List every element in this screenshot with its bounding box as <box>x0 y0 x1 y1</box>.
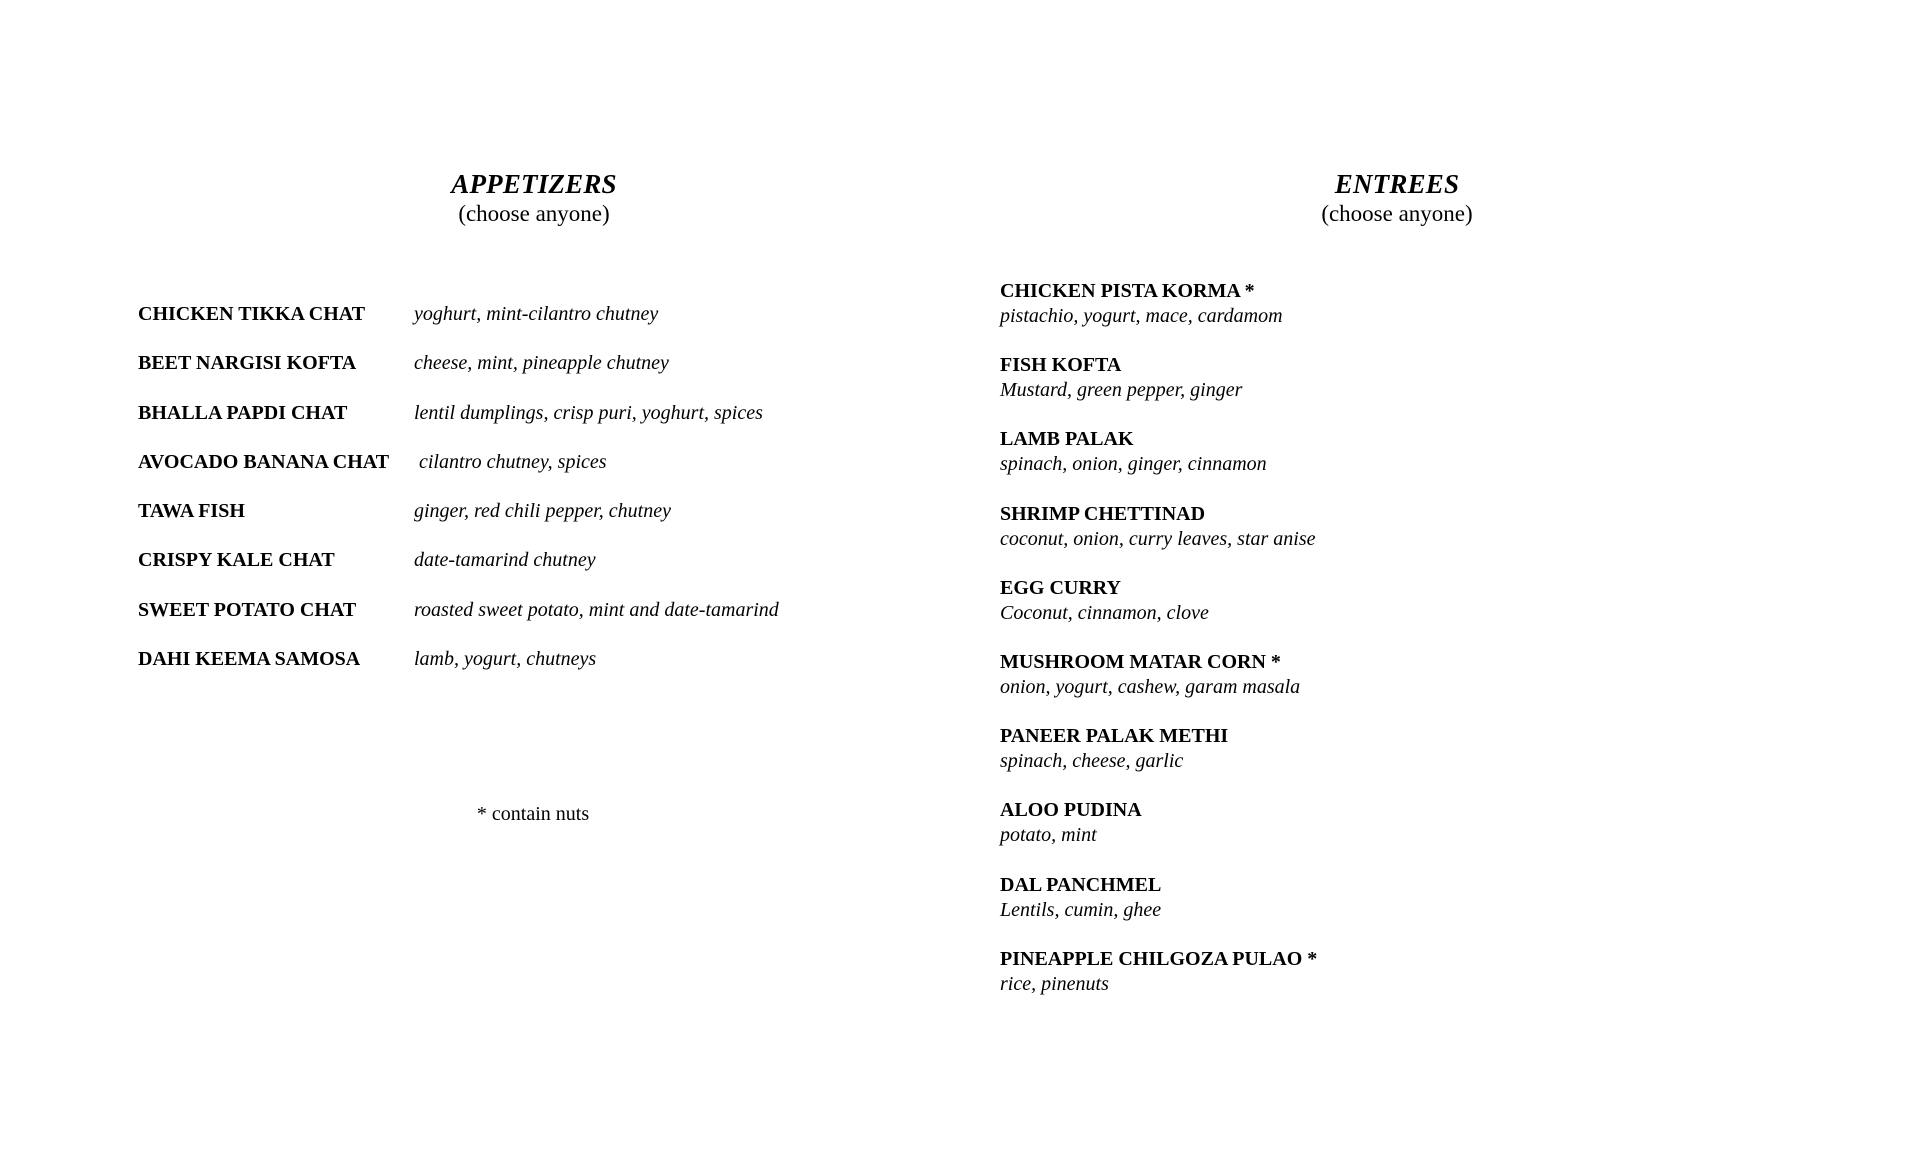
appetizer-description: cilantro chutney, spices <box>414 450 607 473</box>
appetizer-name: CHICKEN TIKKA CHAT <box>138 303 366 325</box>
entree-name: MUSHROOM MATAR CORN * <box>1000 650 1281 673</box>
entree-description: spinach, cheese, garlic <box>1000 750 1184 773</box>
appetizer-item <box>138 544 898 593</box>
entree-description: potato, mint <box>1000 824 1097 847</box>
appetizer-name: AVOCADO BANANA CHAT <box>138 450 390 473</box>
appetizer-description: lentil dumplings, crisp puri, yoghurt, spices <box>414 401 763 424</box>
appetizer-name: SWEET POTATO CHAT <box>138 598 357 621</box>
entrees-heading <box>1197 168 1597 228</box>
entrees-title: ENTREES <box>1334 169 1460 199</box>
entree-description: pistachio, yogurt, mace, cardamom <box>1000 305 1283 327</box>
entree-item <box>1000 426 1700 500</box>
appetizers-heading <box>334 168 734 228</box>
appetizer-description: ginger, red chili pepper, chutney <box>414 500 671 523</box>
appetizer-item <box>138 347 898 396</box>
appetizer-item <box>138 397 898 446</box>
nuts-footnote: * contain nuts <box>476 803 590 825</box>
appetizer-name: TAWA FISH <box>138 500 245 523</box>
entree-description: Lentils, cumin, ghee <box>1000 898 1162 921</box>
entree-name: PINEAPPLE CHILGOZA PULAO * <box>1000 947 1318 970</box>
entree-description: coconut, onion, curry leaves, star anise <box>1000 527 1316 550</box>
entree-item <box>1000 352 1700 426</box>
appetizer-name: DAHI KEEMA SAMOSA <box>138 648 361 671</box>
entree-item <box>1000 797 1700 871</box>
entree-item <box>1000 872 1700 946</box>
appetizer-list <box>138 298 898 692</box>
appetizer-item <box>138 643 898 692</box>
appetizer-item <box>138 495 898 544</box>
entree-name: LAMB PALAK <box>1000 428 1134 451</box>
appetizer-name: BHALLA PAPDI CHAT <box>138 401 348 424</box>
appetizer-description: date-tamarind chutney <box>414 549 596 572</box>
entree-item <box>1000 501 1700 575</box>
entree-item <box>1000 575 1700 649</box>
appetizer-item <box>138 298 898 347</box>
appetizer-name: BEET NARGISI KOFTA <box>138 352 357 375</box>
entree-item <box>1000 278 1700 352</box>
appetizer-description: cheese, mint, pineapple chutney <box>414 352 669 375</box>
entree-description: onion, yogurt, cashew, garam masala <box>1000 675 1301 698</box>
appetizer-description: roasted sweet potato, mint and date-tamarind <box>414 598 779 621</box>
entree-name: ALOO PUDINA <box>1000 799 1142 822</box>
entree-name: DAL PANCHMEL <box>1000 873 1162 896</box>
appetizers-title: APPETIZERS <box>451 169 617 199</box>
entree-name: SHRIMP CHETTINAD <box>1000 502 1206 525</box>
appetizer-item <box>138 594 898 643</box>
entrees-subtitle: (choose anyone) <box>1321 201 1473 226</box>
appetizer-name: CRISPY KALE CHAT <box>138 549 335 572</box>
entree-name: FISH KOFTA <box>1000 354 1122 377</box>
entree-description: spinach, onion, ginger, cinnamon <box>1000 453 1267 476</box>
appetizer-item <box>138 446 898 495</box>
appetizer-description: lamb, yogurt, chutneys <box>414 648 597 671</box>
entree-item <box>1000 649 1700 723</box>
entree-item <box>1000 946 1700 1020</box>
appetizers-subtitle: (choose anyone) <box>458 201 610 226</box>
entree-name: EGG CURRY <box>1000 576 1121 599</box>
entree-description: Coconut, cinnamon, clove <box>1000 601 1209 624</box>
entree-name: PANEER PALAK METHI <box>1000 725 1229 748</box>
entree-name: CHICKEN PISTA KORMA * <box>1000 280 1255 302</box>
appetizer-description: yoghurt, mint-cilantro chutney <box>414 303 659 325</box>
entree-description: rice, pinenuts <box>1000 972 1109 995</box>
entree-description: Mustard, green pepper, ginger <box>1000 379 1243 402</box>
entree-list <box>1000 278 1700 1020</box>
entree-item <box>1000 723 1700 797</box>
